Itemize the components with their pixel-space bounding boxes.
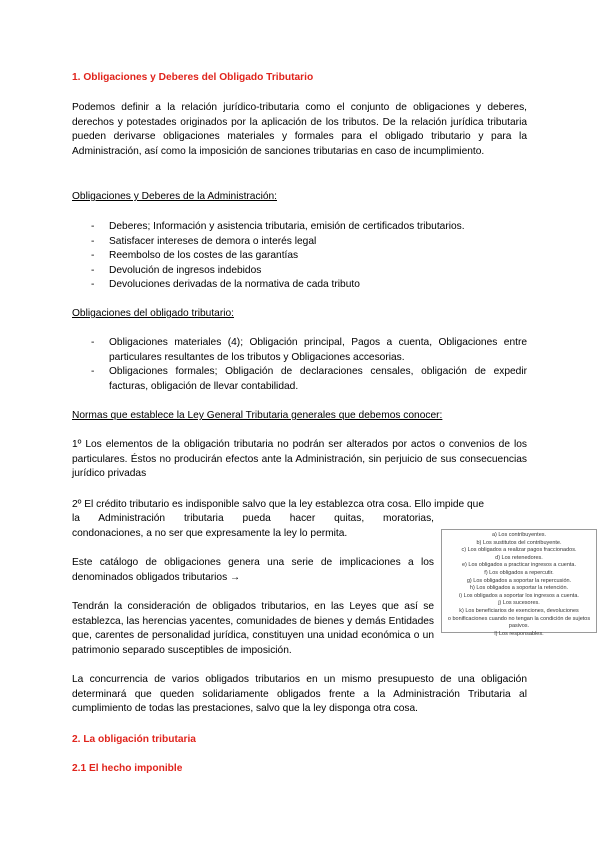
catalogo-paragraph: Este catálogo de obligaciones genera una serie de implicaciones a los denominados obligados tributarios → [72,557,434,583]
list-item: - Devoluciones derivadas de la normativa de cada tributo [91,278,527,293]
box-line: d) Los retenedores. [495,554,543,561]
box-line: b) Los sustitutos del contribuyente. [476,539,562,546]
list-item: - Reembolso de los costes de las garantías [91,249,527,264]
concurrencia-paragraph: La concurrencia de varios obligados tributarios en un mismo presupuesto de una obligación determinará que queden solidariamente obligados frente a la Administración Tributaria al cumplimiento de todas las prestaciones, salvo que la ley disponga otra cosa. [72,674,527,714]
section-1-title: 1. Obligaciones y Deberes del Obligado Tributario [72,72,314,83]
list-item: - Devolución de ingresos indebidos [91,264,527,279]
box-line: i) Los obligados a soportar los ingresos a cuenta. [459,592,579,599]
taxpayer-obligations-heading: Obligaciones del obligado tributario: [72,308,234,319]
box-line: f) Los obligados a repercutir. [484,569,554,576]
box-line: j) Los sucesores. [498,600,540,607]
list-item: - Obligaciones materiales (4); Obligación principal, Pagos a cuenta, Obligaciones entre particulares resultantes de los tributos y Obligaciones accesorias. [91,336,527,365]
box-line: o bonificaciones cuando no tengan la condición de sujetos [447,615,591,622]
list-item: - Deberes; Información y asistencia tributaria, emisión de certificados tributarios. [91,220,527,235]
taxpayer-obligations-list [91,336,527,394]
intro-paragraph: Podemos definir a la relación jurídico-tributaria como el conjunto de obligaciones y deberes, derechos y potestades originados por la aplicación de los tributos. De la relación jurídica tributaria pueden derivarse obligaciones materiales y formales para el obligado tributario y para la Administración, así como la imposición de sanciones tributarias en caso de incumplimiento. [72,102,527,157]
section-2-title: 2. La obligación tributaria [72,734,196,745]
list-item: - Obligaciones formales; Obligación de declaraciones censales, obligación de expedir facturas, obligación de llevar contabilidad. [91,365,527,394]
box-line: h) Los obligados a soportar la retención. [469,585,569,592]
admin-obligations-heading: Obligaciones y Deberes de la Administración: [72,191,277,202]
norma-2-line-1: 2º El crédito tributario es indisponible salvo que la ley establezca otra cosa. Ello impide que [72,499,485,510]
box-line: pasivos. [508,623,530,630]
box-line: e) Los obligados a practicar ingresos a cuenta. [461,562,577,569]
obligados-paragraph: Tendrán la consideración de obligados tributarios, en las Leyes que así se establezca, las herencias yacentes, comunidades de bienes y demás Entidades que, carentes de personalidad jurídica, constituyen una unidad económica o un patrimonio separado susceptibles de imposición. [72,601,434,656]
box-line: c) Los obligados a realizar pagos fraccionados. [461,547,577,554]
box-line: k) Los beneficiarios de exenciones, devoluciones [459,607,579,614]
box-line: a) Los contribuyentes. [491,532,547,538]
box-line: g) Los obligados a soportar la repercusión. [466,577,572,584]
norma-2-line-2: la Administración tributaria pueda hacer quitas, moratorias, [72,513,434,524]
norma-2-line-3: condonaciones, a no ser que expresamente la ley lo permita. [72,528,348,539]
box-line: l) Los responsables. [494,630,544,637]
taxpayer-types-box [441,529,597,637]
list-item: - Satisfacer intereses de demora o interés legal [91,235,527,250]
admin-obligations-list [91,220,527,293]
norma-1-paragraph: 1º Los elementos de la obligación tributaria no podrán ser alterados por actos o convenios de los particulares. Éstos no producirán efectos ante la Administración, sin perjuicio de sus consecuencias jurídico privadas [72,439,527,479]
normas-heading: Normas que establece la Ley General Tributaria generales que debemos conocer: [72,410,443,421]
section-2-1-title: 2.1 El hecho imponible [72,763,183,774]
